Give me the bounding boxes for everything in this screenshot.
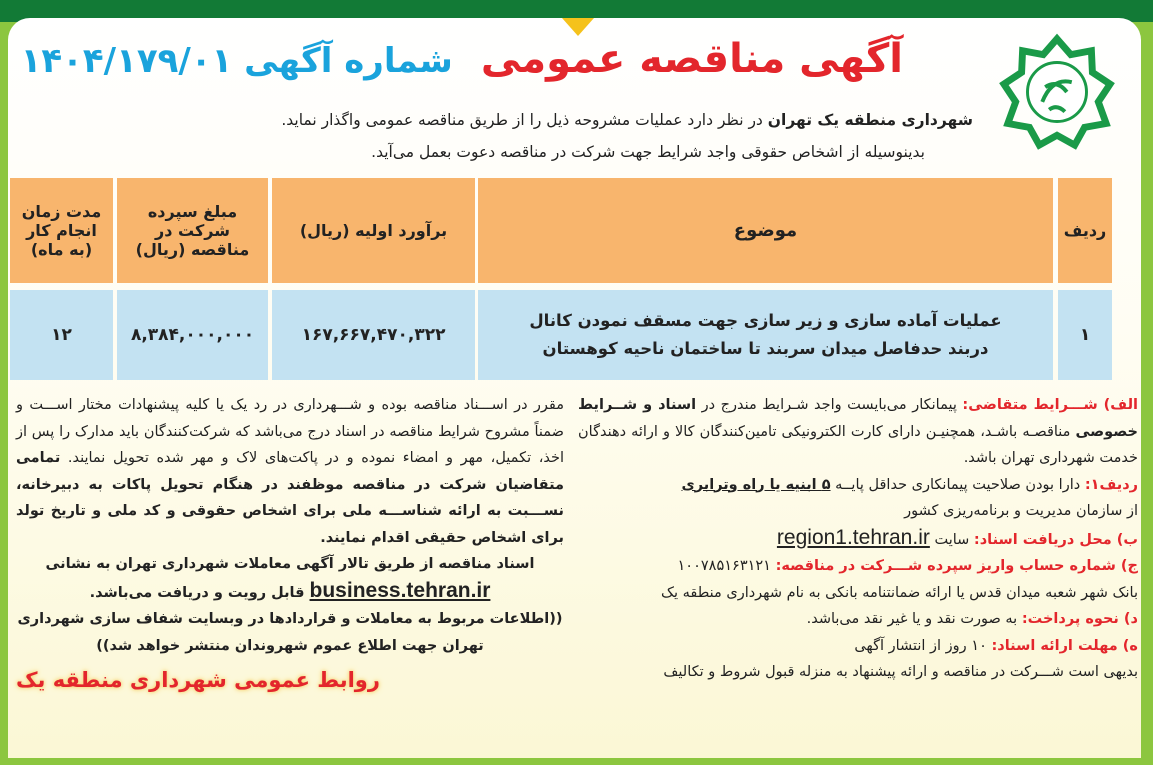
notice-number-value: ۱۴۰۴/۱۷۹/۰۱	[20, 41, 233, 81]
condition-a-label: الف) شـــرایط متقاضی:	[962, 397, 1138, 413]
documents-text: اسناد مناقصه از طریق تالار آگهی معاملات شهرداری تهران به نشانی	[45, 556, 535, 572]
region1-link[interactable]: region1.tehran.ir	[776, 525, 930, 549]
intro-line-2: بدینوسیله از اشخاص حقوقی واجد شرایط جهت شرکت در مناقصه دعوت بعمل می‌آید.	[371, 143, 925, 161]
terms-column	[16, 392, 564, 695]
condition-e-label: ه) مهلت ارائه اسناد:	[991, 637, 1138, 654]
documents-end: قابل رویت و دریافت می‌باشد.	[89, 584, 305, 601]
row1-label: ردیف۱:	[1084, 476, 1138, 493]
account-number: ۱۰۰۷۸۵۱۶۳۱۲۱	[677, 558, 771, 574]
condition-last-line: بدیهی است شـــرکت در مناقصه و ارائه پیشنهاد به منزله قبول شروط و تکالیف	[663, 664, 1138, 680]
header-duration: مدت زمان انجام کار (به ماه)	[10, 178, 113, 283]
condition-c-label: ج) شماره حساب واریز سپرده شـــرکت در مناقصه:	[775, 558, 1138, 574]
condition-b	[578, 525, 1138, 554]
row-subject: عملیات آماده سازی و زیر سازی جهت مسقف نمودن کانال دربند حدفاصل میدان سربند تا ساختمان ناحیه کوهستان	[478, 290, 1053, 380]
notice-label: شماره آگهی	[244, 41, 453, 81]
condition-d-text: به صورت نقد و یا غیر نقد می‌باشد.	[806, 611, 1018, 627]
row1-text-2: از سازمان مدیریت و برنامه‌ریزی کشور	[904, 503, 1138, 519]
business-link[interactable]: business.tehran.ir	[309, 578, 491, 602]
row-number: ۱	[1058, 290, 1112, 380]
transparency-note: ((اطلاعات مربوط به معاملات و قراردادها در وبسایت شفاف سازی شهرداری تهران جهت اطلاع عموم شهروندان منتشر خواهد شد))	[17, 611, 563, 654]
signature: روابط عمومی شهرداری منطقه یک	[16, 668, 380, 692]
terms-paragraph	[16, 392, 564, 551]
intro-line-1	[281, 104, 973, 136]
terms-bold: تمامی متقاضیان شرکت در مناقصه موظفند در هنگام تحویل پاکات به دبیرخانه، نســـبت به ارائه شناســـه ملی برای اشخاص حقوقی و کد ملی و تاریخ تولد برای اشخاص حقیقی اقدام نمایند.	[16, 450, 564, 546]
conditions-column	[578, 392, 1138, 686]
tehran-municipality-logo	[998, 33, 1116, 151]
condition-a	[578, 392, 1138, 472]
condition-c	[578, 553, 1138, 580]
ad-title: آگهی مناقصه عمومی	[480, 36, 903, 82]
condition-c-text: بانک شهر شعبه میدان قدس یا ارائه ضمانتنامه بانکی به نام شهرداری منطقه یک	[660, 584, 1138, 601]
terms-text: مقرر در اســـناد مناقصه بوده و شـــهرداری در رد یک یا کلیه پیشنهادات مختار اســـت و ضمناً مشروح شرایط مناقصه در اسناد درج می‌باشد که شرکت‌کنندگان باید مدارک را پس از اخذ، تکمیل، مهر و امضاء نموده و در پاکت‌های لاک و مهر شده تحویل نمایند.	[16, 397, 564, 466]
condition-b-text: سایت	[934, 531, 970, 548]
row-duration: ۱۲	[10, 290, 113, 380]
header-subject: موضوع	[478, 178, 1053, 283]
notice-number	[21, 36, 453, 86]
title-row	[21, 34, 903, 86]
condition-b-label: ب) محل دریافت اسناد:	[973, 531, 1138, 548]
condition-a-bold: اسناد و شــرایط خصوصی	[578, 397, 1138, 440]
row1-bold: ۵ ابنیه یا راه وترابری	[681, 476, 831, 493]
header-row-number: ردیف	[1058, 178, 1112, 283]
row-deposit: ۸,۳۸۴,۰۰۰,۰۰۰	[117, 290, 268, 380]
condition-a-text: پیمانکار می‌بایست واجد شـرایط مندرج در	[701, 397, 957, 413]
row-estimate: ۱۶۷,۶۶۷,۴۷۰,۳۲۲	[272, 290, 475, 380]
condition-e	[578, 633, 1138, 660]
intro-bold: شهرداری منطقه یک تهران	[767, 111, 973, 129]
intro-rest: در نظر دارد عملیات مشروحه ذیل را از طریق مناقصه عمومی واگذار نماید.	[281, 111, 763, 129]
condition-e-text: ۱۰ روز از انتشار آگهی	[854, 637, 987, 654]
header-estimate: برآورد اولیه (ریال)	[272, 178, 475, 283]
documents-paragraph	[16, 551, 564, 606]
condition-row1	[578, 472, 1138, 499]
condition-d	[578, 606, 1138, 633]
row1-text: دارا بودن صلاحیت پیمانکاری حداقل پایــه	[835, 476, 1081, 493]
header-deposit: مبلغ سپرده شرکت در مناقصه (ریال)	[117, 178, 268, 283]
condition-d-label: د) نحوه پرداخت:	[1021, 611, 1138, 627]
condition-a-text-2: مناقصـه باشـد، همچنیـن دارای کارت الکترونیکی تامین‌کنندگان کالا و ارائه دهندگان خدمت شهرداری تهران باشد.	[578, 423, 1138, 466]
